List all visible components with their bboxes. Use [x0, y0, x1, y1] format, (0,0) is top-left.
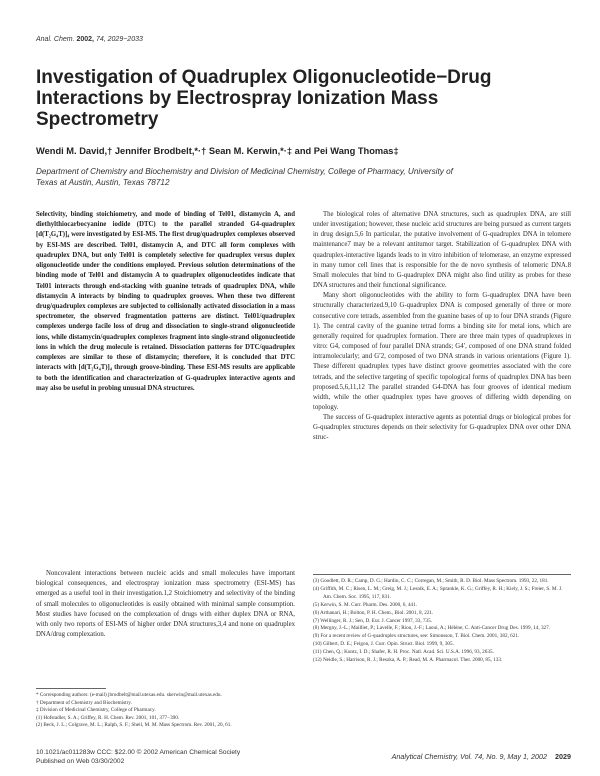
- reference: (12) Neidle, S.; Harrison, R. J.; Reszka, A. P.; Read, M. A. Pharmacol. Ther. 2000, 85, 133.: [313, 657, 503, 664]
- footnote: ‡ Division of Medicinal Chemistry, College of Pharmacy.: [36, 707, 156, 714]
- references-right: [313, 578, 571, 665]
- abstract: [36, 210, 295, 394]
- reference: (9) For a recent review of G-quadruplex structures, see: Simonsson, T. Biol. Chem. 2001, 382, 621.: [313, 633, 520, 640]
- published-line: Published on Web 03/30/2002: [36, 757, 125, 765]
- body-paragraph: The success of G-quadruplex interactive agents as potential drugs or biological probes for G-quadruplex structures depends on their selectivity for G-quadruplex DNA over other DNA struc-: [313, 414, 571, 442]
- affiliation: Department of Chemistry and Biochemistry and Division of Medicinal Chemistry, College of Pharmacy, University of Texas at Austin, Austin, Texas 78712: [36, 167, 453, 187]
- footnotes-left: [36, 692, 295, 730]
- footnote: † Department of Chemistry and Biochemistry.: [36, 699, 132, 706]
- journal-pages: 74, 2029−2033: [95, 36, 143, 43]
- journal-header: [36, 36, 143, 43]
- abstract-text: Selectivity, binding stoichiometry, and mode of binding of Tel01, distamycin A, and diethylthiocarbocyanine iodide (DTC) to the parallel stranded G4-quadruplex [d(T₂G₄T)]₄ were investigated by ESI-MS. The first drug/quadruplex complexes observed by ESI-MS are described. Tel01, distamycin A, and DTC all form complexes with quadruplex DNA, but only Tel01 is completely selective for quadruplex versus duplex oligonucleotide under the conditions employed. Previous solution determinations of the binding mode of Tel01 and distamycin A to quadruplex oligonucleotides indicate that Tel01 interacts through end-stacking with guanine tetrads of quadruplex DNA, while distamycin A interacts by binding to quadruplex grooves. When these two different drug/quadruplex complexes are subjected to collisionally activated dissociation in a mass spectrometer, the observed fragmentation patterns are distinct. Tel01/quadruplex complexes undergo facile loss of drug and dissociation to single-strand oligonucleotide ions, while distamycin/quadruplex complexes fragment into single-strand oligonucleotide ions in which the drug molecule is retained. Dissociation patterns for DTC/quadruplex complexes are similar to those of distamycin; therefore, it is concluded that DTC interacts with [d(T₂G₄T)]₄ through groove-binding. These ESI-MS results are applicable to both the identification and characterization of G-quadruplex interactive agents and may also be useful in probing unusual DNA structures.: [36, 211, 295, 392]
- reference: (5) Kerwin, S. M. Curr. Pharm. Des. 2000, 6, 441.: [313, 601, 418, 608]
- body-paragraph: The biological roles of alternative DNA structures, such as quadruplex DNA, are still under investigation; however, these nucleic acid structures are being pursued as current targets in drug design.5,6 In particular, the putative involvement of G-quadruplex DNA in telomere maintenance7 may be a relevant antitumor target. Stabilization of G-quadruplex DNA with quadruplex-interactive ligands leads to in vitro inhibition of telomerase, an enzyme expressed in many tumor cell lines that is responsible for the de novo synthesis of telomeric DNA.8 Small molecules that bind to G-quadruplex DNA might also find utility as probes for these DNA structures and their functional significance.: [313, 211, 571, 290]
- body-column-right: [313, 210, 571, 444]
- reference: (1) Hofstadler, S. A.; Griffey, R. H. Chem. Rev. 2001, 101, 377−390.: [36, 714, 180, 721]
- reference: (10) Gilbert, D. E.; Feigon, J. Curr. Opin. Struct. Biol. 1999, 9, 305.: [313, 641, 454, 648]
- reference: (2) Beck, J. L.; Colgrave, M. L.; Ralph, S. F.; Sheil, M. M. Mass Spectrom. Rev. 2001, 20, 61.: [36, 722, 232, 729]
- reference: (3) Goodlett, D. R.; Camp, D. G.; Hardin, C. C.; Corregan, M.; Smith, R. D. Biol. Mass Spectrom. 1993, 22, 181.: [313, 578, 549, 584]
- journal-year: 2002,: [76, 36, 95, 43]
- journal-name: Anal. Chem.: [36, 36, 75, 43]
- references-divider: [313, 574, 571, 575]
- reference: (8) Mergny, J.-L.; Mailliet, P.; Lavelle, F.; Riou, J.-F.; Laoui, A.; Hélène, C. Anti-Cancer Drug Des. 1999, 14, 327.: [313, 625, 551, 632]
- footnote: * Corresponding authors: (e-mail) jbrodbelt@mail.utexas.edu. skerwin@mail.utexas.edu.: [36, 692, 222, 698]
- reference: (11) Chen, Q.; Kuntz, I. D.; Shafer, R. H. Proc. Natl. Acad. Sci. U.S.A. 1996, 93, 2635.: [313, 649, 494, 656]
- body-paragraph: Many short oligonucleotides with the ability to form G-quadruplex DNA have been structurally characterized.9,10 G-quadruplex DNA is composed generally of three or more consecutive core tetrads, assembled from the guanine bases of up to four DNA strands (Figure 1). The central cavity of the guanine tetrad forms a binding site for metal ions, which are generally required for quadruplex formation. There are three main types of quadruplexes in vitro: G4, composed of four parallel DNA strands; G4′, composed of one DNA strand folded intramolecularly; and G′2, composed of two DNA strands in various orientations (Figure 1). These different quadruplex types have distinct groove geometries associated with the core tetrads, and the selective targeting of specific topological forms of quadruplex DNA has been proposed.5,6,11,12 The parallel stranded G4-DNA has four grooves of identical medium width, while the other quadruplex types have grooves of differing width depending on topology.: [313, 292, 571, 411]
- footer-left: [36, 749, 240, 766]
- author-list: Wendi M. David,† Jennifer Brodbelt,*·† Sean M. Kerwin,*·‡ and Pei Wang Thomas‡: [36, 146, 399, 156]
- reference: (7) Wellinger, R. J.; Sen, D. Eur. J. Cancer 1997, 33, 735.: [313, 617, 433, 624]
- body-paragraph: Noncovalent interactions between nucleic acids and small molecules have important biological consequences, and electrospray ionization mass spectrometry (ESI-MS) has emerged as a useful tool in their investigation.1,2 Stoichiometry and selectivity of the binding of small molecules to oligonucleotides is easily obtained with minimal sample consumption. Most studies have focused on the complexation of drugs with either duplex DNA or RNA, with only two reports of ESI-MS of higher order DNA structures,3,4 and none on quadruplex DNA/drug complexation.: [36, 570, 295, 639]
- citation-line: Analytical Chemistry, Vol. 74, No. 9, May 1, 2002: [391, 752, 547, 761]
- body-column-left: [36, 569, 295, 640]
- doi-line: 10.1021/ac011283w CCC: $22.00 © 2002 American Chemical Society: [36, 749, 241, 756]
- reference: (4) Griffith, M. C.; Risen, L. M.; Greig, M. J.; Lesnik, E. A.; Sprankle, K. G.; Griffey, R. H.; Kiely, J. S.; Freier, S. M. J. Am. Chem. Soc. 1995, 117, 831.: [313, 585, 563, 600]
- footer-right: [380, 752, 571, 761]
- page-number: 2029: [555, 752, 571, 761]
- reference: (6) Arthanari, H.; Bolton, P. H. Chem., Biol. 2001, 8, 221.: [313, 609, 434, 616]
- article-title: Investigation of Quadruplex Oligonucleotide−Drug Interactions by Electrospray Ionization Mass Spectrometry: [36, 67, 492, 130]
- footnote-divider: [36, 688, 106, 689]
